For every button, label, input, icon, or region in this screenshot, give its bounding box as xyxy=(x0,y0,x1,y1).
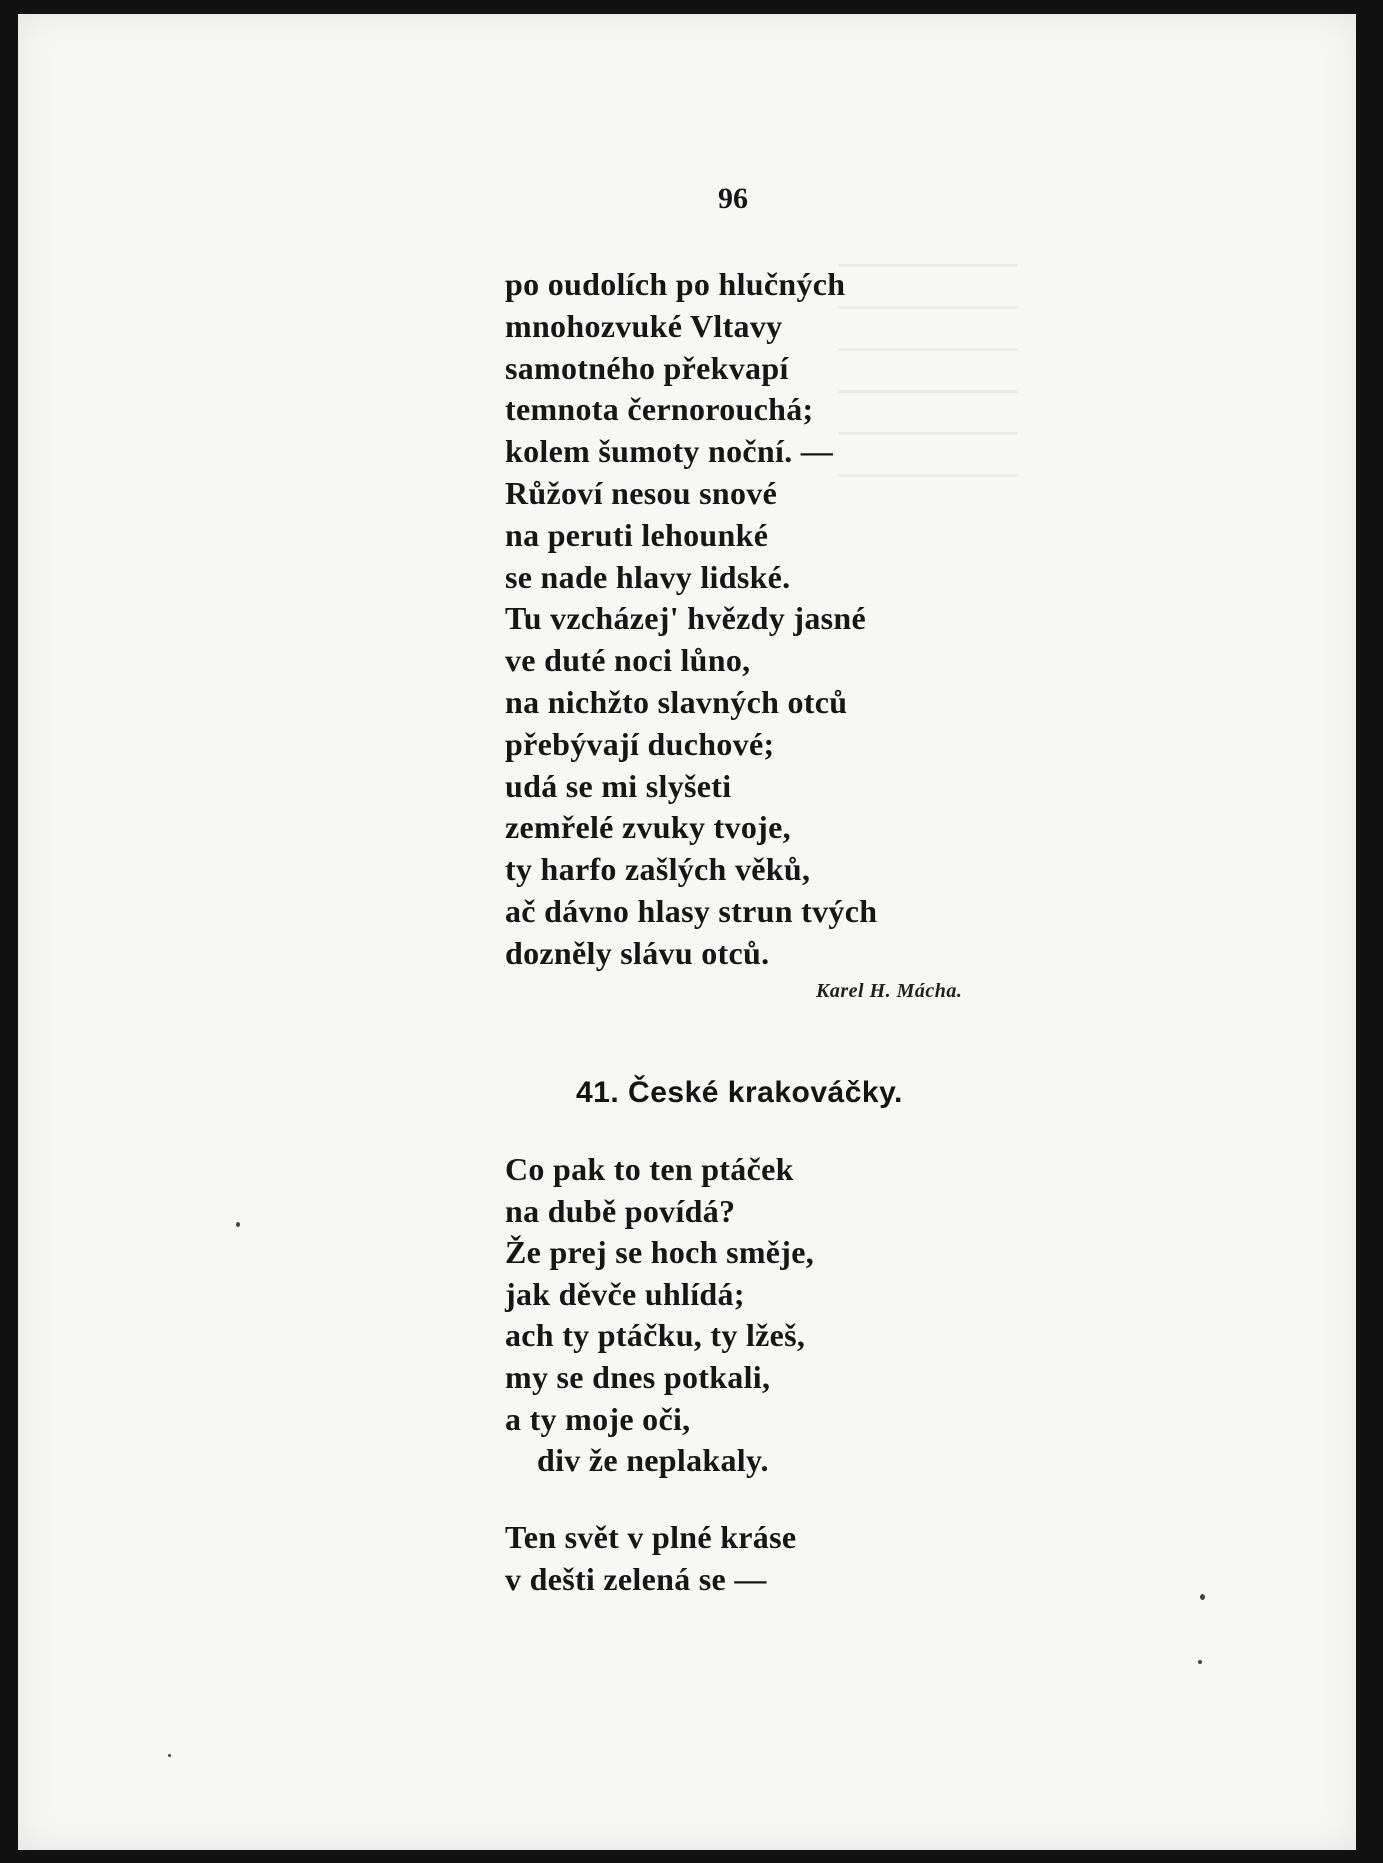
poem-line: temnota černorouchá; xyxy=(505,391,814,428)
poem-line: udá se mi slyšeti xyxy=(505,767,732,804)
poem-line: Ten svět v plné kráse xyxy=(505,1519,797,1555)
poem-line: po oudolích po hlučných xyxy=(505,266,846,302)
poem-line: Že prej se hoch směje, xyxy=(505,1234,815,1271)
poem-line: Růžoví nesou snové xyxy=(505,474,778,511)
poem-line: ach ty ptáčku, ty lžeš, xyxy=(505,1317,806,1354)
scan-speck xyxy=(1200,1594,1205,1600)
book-page xyxy=(18,14,1356,1850)
poem-line: zemřelé zvuky tvoje, xyxy=(505,809,791,846)
poem-line: na dubě povídá? xyxy=(505,1192,736,1229)
poem-line: ač dávno hlasy strun tvých xyxy=(505,892,878,929)
poem-line: přebývají duchové; xyxy=(505,725,775,762)
poem-line: mnohozvuké Vltavy xyxy=(505,307,783,344)
poem-line: se nade hlavy lidské. xyxy=(505,558,791,595)
poem-line: v dešti zelená se — xyxy=(505,1561,767,1597)
poem-first xyxy=(505,264,877,975)
poem-line: kolem šumoty noční. — xyxy=(505,433,834,470)
poem-author: Karel H. Mácha. xyxy=(816,980,963,1002)
section-heading: 41. České krakováčky. xyxy=(576,1076,903,1109)
poem-line: a ty moje oči, xyxy=(505,1400,691,1437)
scan-speck xyxy=(168,1754,171,1757)
poem-line: samotného překvapí xyxy=(505,349,789,386)
poem-line: na nichžto slavných otců xyxy=(505,683,848,720)
scan-speck xyxy=(1198,1660,1202,1664)
poem-line: my se dnes potkali, xyxy=(505,1358,771,1395)
poem-line: ve duté noci lůno, xyxy=(505,642,751,679)
poem-line: dozněly slávu otců. xyxy=(505,934,770,971)
poem-second-stanza xyxy=(505,1516,796,1600)
poem-line: na peruti lehounké xyxy=(505,516,769,553)
poem-second xyxy=(505,1149,814,1482)
poem-line: jak děvče uhlídá; xyxy=(505,1275,745,1312)
poem-line: Co pak to ten ptáček xyxy=(505,1151,794,1187)
page-number: 96 xyxy=(718,182,748,215)
poem-line: div že neplakaly. xyxy=(537,1442,769,1479)
poem-line: Tu vzcházej' hvězdy jasné xyxy=(505,600,866,637)
scan-speck xyxy=(236,1222,240,1227)
poem-line: ty harfo zašlých věků, xyxy=(505,851,811,888)
